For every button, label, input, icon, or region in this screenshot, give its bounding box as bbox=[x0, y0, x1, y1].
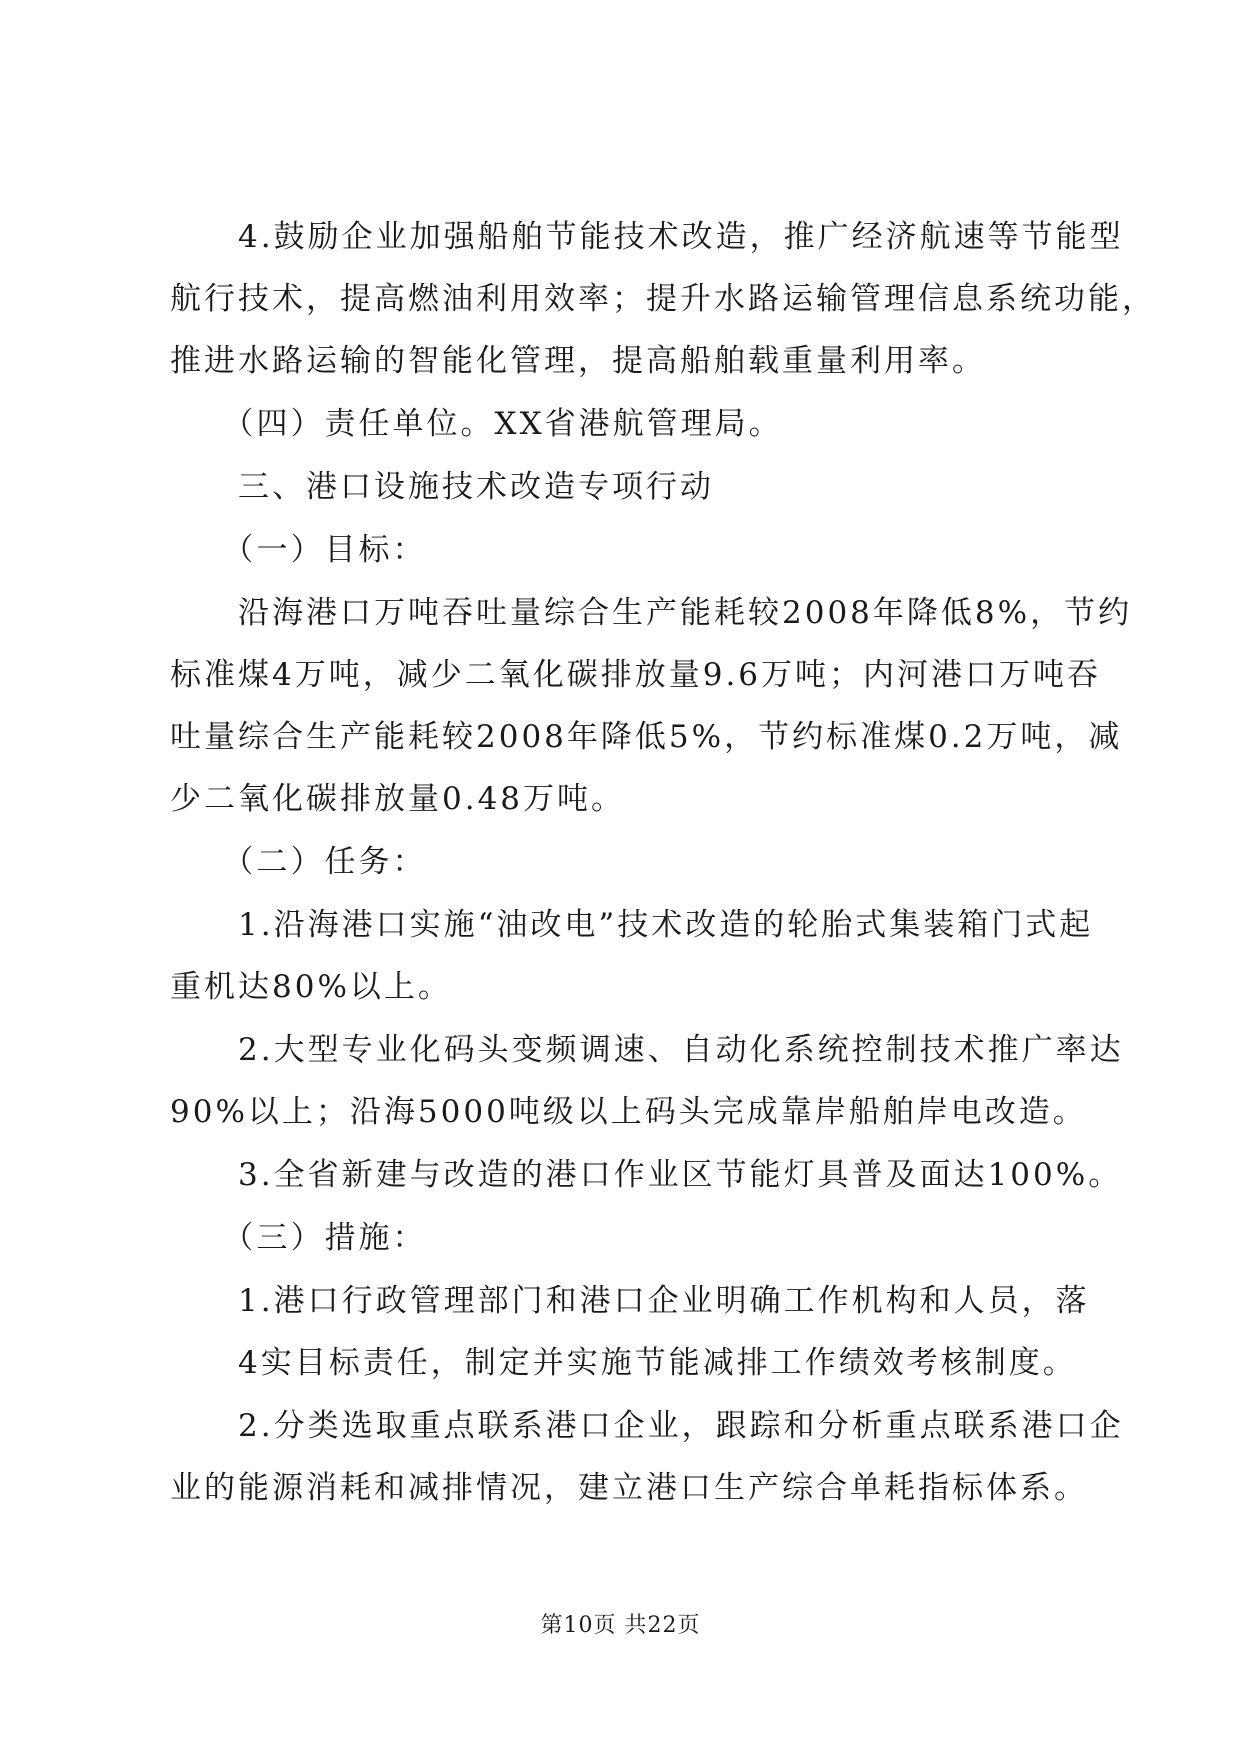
paragraph bbox=[170, 1207, 1080, 1269]
text-line: 2.分类选取重点联系港口企业，跟踪和分析重点联系港口企 bbox=[170, 1408, 1124, 1444]
paragraph bbox=[170, 1270, 1090, 1394]
text-line: （四）责任单位。XX省港航管理局。 bbox=[170, 406, 783, 442]
paragraph bbox=[170, 456, 1080, 518]
paragraph bbox=[170, 519, 1080, 581]
paragraph bbox=[170, 1019, 1124, 1143]
page-footer: 第10页 共22页 bbox=[540, 1613, 701, 1638]
paragraph bbox=[170, 582, 1133, 830]
paragraph bbox=[170, 206, 1156, 392]
text-line: 1.港口行政管理部门和港口企业明确工作机构和人员，落 bbox=[170, 1283, 1090, 1319]
text-line: 4.鼓励企业加强船舶节能技术改造，推广经济航速等节能型 bbox=[170, 219, 1124, 255]
text-line: 三、港口设施技术改造专项行动 bbox=[170, 469, 714, 505]
text-line: 1.沿海港口实施“油改电”技术改造的轮胎式集装箱门式起 bbox=[170, 907, 1094, 943]
paragraph bbox=[170, 1144, 1123, 1206]
text-line: 沿海港口万吨吞吐量综合生产能耗较2008年降低8%，节约 bbox=[170, 595, 1133, 631]
text-line: 90%以上；沿海5000吨级以上码头完成靠岸船舶岸电改造。 bbox=[170, 1094, 1087, 1130]
text-line: 少二氧化碳排放量0.48万吨。 bbox=[170, 781, 626, 817]
text-line: 吐量综合生产能耗较2008年降低5%，节约标准煤0.2万吨，减 bbox=[170, 719, 1123, 755]
text-line: 业的能源消耗和减排情况，建立港口生产综合单耗指标体系。 bbox=[170, 1470, 1088, 1506]
paragraph bbox=[170, 1395, 1124, 1519]
text-line: 标准煤4万吨，减少二氧化碳排放量9.6万吨；内河港口万吨吞 bbox=[170, 657, 1102, 693]
text-line: 4实目标责任，制定并实施节能减排工作绩效考核制度。 bbox=[170, 1345, 1077, 1381]
text-line: 重机达80%以上。 bbox=[170, 969, 452, 1005]
text-line: （二）任务： bbox=[170, 844, 427, 880]
paragraph bbox=[170, 894, 1094, 1018]
text-line: （一）目标： bbox=[170, 532, 427, 568]
text-line: （三）措施： bbox=[170, 1220, 427, 1256]
text-line: 航行技术，提高燃油利用效率；提升水路运输管理信息系统功能， bbox=[170, 281, 1156, 317]
text-line: 推进水路运输的智能化管理，提高船舶载重量利用率。 bbox=[170, 343, 986, 379]
paragraph bbox=[170, 393, 1080, 455]
paragraph bbox=[170, 831, 1080, 893]
text-line: 2.大型专业化码头变频调速、自动化系统控制技术推广率达 bbox=[170, 1032, 1124, 1068]
text-line: 3.全省新建与改造的港口作业区节能灯具普及面达100%。 bbox=[170, 1157, 1123, 1193]
